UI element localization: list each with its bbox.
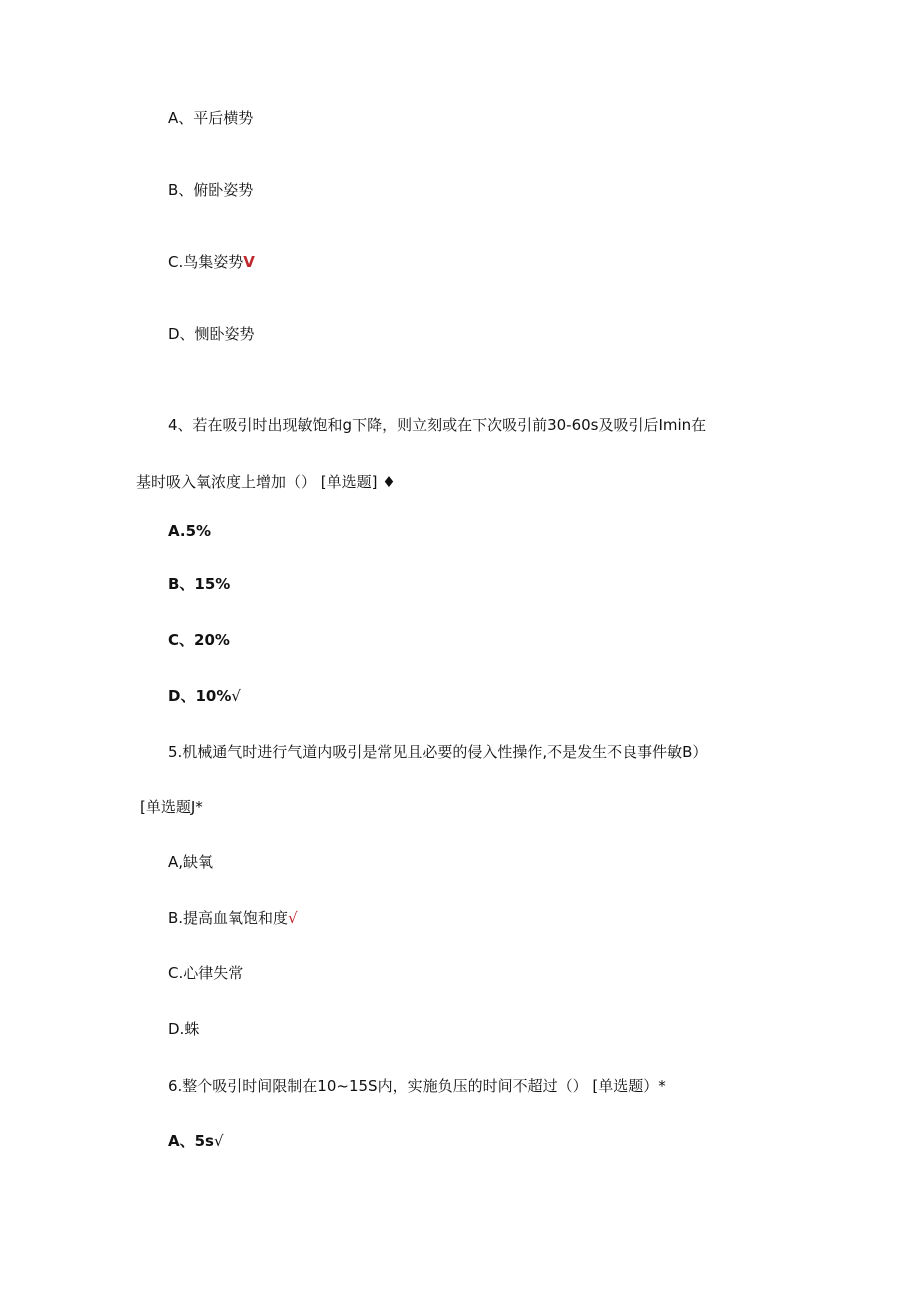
option-text: D、10% [168, 687, 232, 705]
option-text: C.鸟集姿势 [168, 253, 244, 271]
option-text: A.5% [168, 522, 212, 540]
option-text: A、5s [168, 1132, 214, 1150]
q5-stem-line2: [单选题J* [140, 798, 203, 816]
q3-option-b [168, 180, 253, 200]
option-text: D.蛛 [168, 1020, 200, 1038]
correct-mark: V [243, 253, 255, 271]
q5-option-b [168, 908, 298, 928]
q6-stem-line1: 6.整个吸引时间限制在10~15S内，实施负压的时间不超过（） [单选题）* [168, 1077, 666, 1095]
option-text: D、恻卧姿势 [168, 325, 255, 343]
option-text: C、20% [168, 631, 230, 649]
option-text: B、15% [168, 575, 231, 593]
q5-option-d [168, 1019, 199, 1039]
q4-stem-line1: 4、若在吸引时出现敏饱和g下降，则立刻或在下次吸引前30-60s及吸引后Imin在 [168, 416, 707, 434]
q6-option-a [168, 1131, 224, 1151]
option-text: B.提高血氧饱和度 [168, 909, 289, 927]
q5-option-c [168, 963, 243, 983]
q4-option-d [168, 686, 241, 706]
correct-mark: √ [288, 909, 298, 927]
q4-option-c [168, 630, 230, 650]
q3-option-c [168, 252, 255, 272]
q3-option-d [168, 324, 255, 344]
q4-option-a [168, 521, 211, 541]
q5-stem-line1: 5.机械通气时进行气道内吸引是常见且必要的侵入性操作,不是发生不良事件敏B） [168, 743, 708, 761]
option-text: A,缺氧 [168, 853, 214, 871]
option-text: B、俯卧姿势 [168, 181, 254, 199]
q5-option-a [168, 852, 213, 872]
correct-mark: √ [213, 1132, 224, 1150]
option-text: C.心律失常 [168, 964, 244, 982]
q4-stem-line2: 基时吸入氧浓度上增加（） [单选题] ♦ [136, 473, 396, 491]
option-text: A、平后横势 [168, 109, 254, 127]
correct-mark: √ [231, 687, 241, 705]
q3-option-a [168, 108, 253, 128]
q4-option-b [168, 574, 230, 594]
